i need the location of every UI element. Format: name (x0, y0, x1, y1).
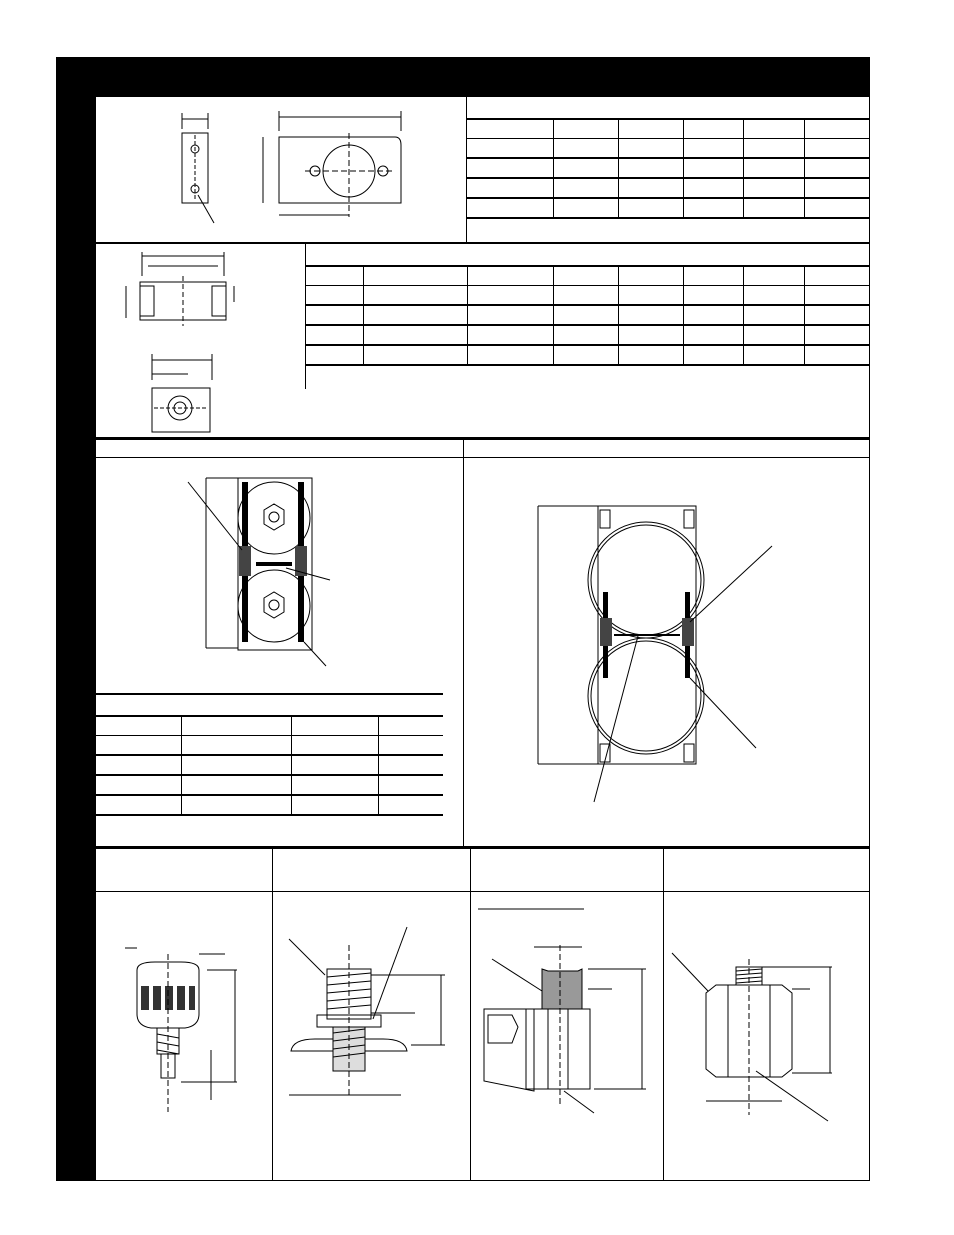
column-divider-bottom-1 (272, 849, 273, 1181)
clamp-table (96, 715, 443, 816)
table-row (467, 120, 869, 139)
large-clamp-drawing (530, 500, 780, 820)
table-row (96, 717, 443, 736)
bracket-table (467, 118, 869, 219)
adapter-fitting-drawing (670, 945, 850, 1135)
table-row (96, 736, 443, 756)
table-row (467, 158, 869, 178)
clamp-table-top (96, 693, 443, 695)
breather-drawing (115, 940, 245, 1120)
strap-top-drawing (120, 246, 250, 336)
table-row (467, 198, 869, 218)
twin-clamp-drawing (186, 470, 356, 670)
section-divider-5 (96, 891, 870, 892)
strap-table (306, 265, 869, 366)
column-divider-middle (463, 440, 464, 846)
column-divider-bottom-2 (470, 849, 471, 1181)
table-row (306, 325, 869, 345)
table-row (306, 267, 869, 286)
bracket-plate-drawing (255, 105, 415, 225)
section-divider-4 (56, 846, 870, 849)
section-divider-1 (96, 242, 870, 244)
table-row (306, 286, 869, 306)
strap-end-drawing (140, 350, 230, 440)
table-row (306, 305, 869, 325)
table-row (96, 755, 443, 775)
table-row (96, 795, 443, 815)
ball-valve-drawing (478, 905, 658, 1120)
column-divider-bottom-3 (663, 849, 664, 1181)
table-row (467, 178, 869, 198)
bulkhead-fitting-drawing (285, 925, 455, 1110)
table-row (467, 139, 869, 159)
table-row (96, 775, 443, 795)
bracket-side-drawing (170, 105, 230, 225)
section-divider-3 (96, 457, 870, 458)
table-row (306, 345, 869, 365)
